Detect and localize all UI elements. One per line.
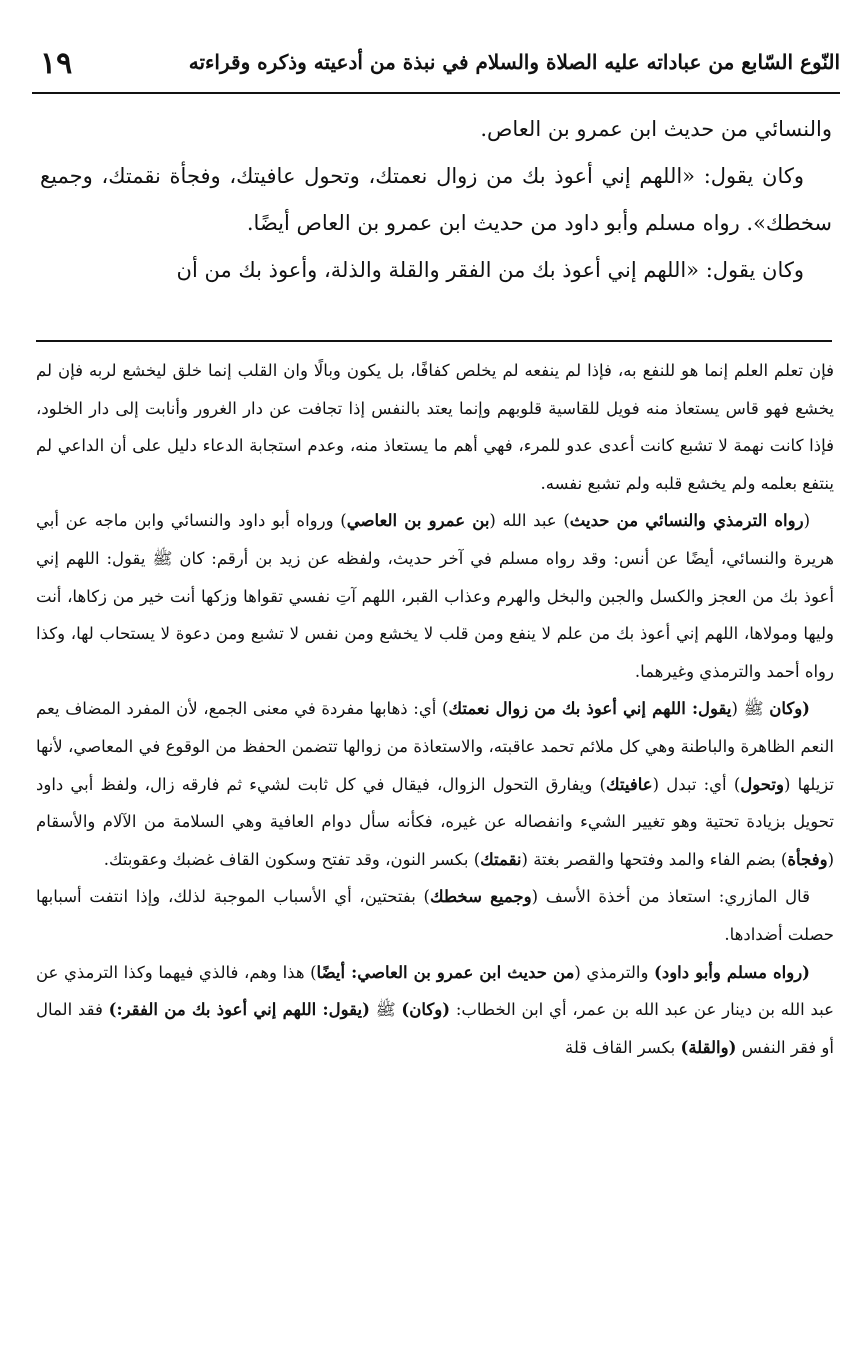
- bold-span: عافيتك: [605, 774, 653, 794]
- text-span: ﷺ (: [731, 699, 770, 719]
- bold-span: وفجأة: [787, 849, 828, 869]
- text-span: ) بكسر النون، وقد تفتح وسكون القاف غضبك وعقوبتك.: [103, 849, 481, 869]
- page-number: ١٩: [40, 46, 73, 81]
- commentary-paragraph: فإن تعلم العلم إنما هو للنفع به، فإذا لم ينفعه لم يخلص كفافًا، بل يكون وبالًا وان القلب إنما خلق ليخشع لربه فإن لم يخشع فهو قاس يستعاذ منه فويل للقاسية قلوبهم وإنما يعتد بالنفس إذا تجافت عن دار الغرور وأنابت إلى دار الخلود، فإذا كانت نهمة لا تشبع كانت أعدى عدو للمرء، فهي أهم ما يستعاذ منه، وعدم استجابة الدعاء دليل على أن الداعي لم ينتفع بعلمه ولم يخشع قلبه ولم تشبع نفسه.: [36, 361, 834, 493]
- text-span: ) ورواه أبو داود والنسائي وابن ماجه عن أبي هريرة والنسائي، أيضًا عن أنس: وقد رواه مسلم في آخر حديث، ولفظه عن زيد بن أرقم: كان ﷺ يقول: اللهم إني أعوذ بك من العجز والكسل والجبن والبخل والهرم وعذاب القبر، اللهم آتِ نفسي تقواها وزكها أنت خير من زكاها، أنت وليها ومولاها، اللهم إني أعوذ بك من علم لا ينفع ومن قلب لا يخشع ومن نفس لا تشبع ومن دعوة لا يستحاب لها، وكذا رواه أحمد والترمذي وغيرهما.: [36, 511, 834, 681]
- text-span: بكسر القاف قلة: [564, 1037, 681, 1057]
- commentary: [36, 352, 834, 1066]
- text-span: فقد المال أو فقر النفس: [36, 1000, 834, 1057]
- main-text: [40, 106, 832, 294]
- bold-span: من حديث ابن عمرو بن العاصي: أيضًا: [316, 962, 575, 982]
- bold-span: (وكان): [401, 1000, 451, 1020]
- commentary-paragraph: [36, 690, 834, 878]
- bold-span: بن عمرو بن العاصي: [346, 511, 490, 531]
- text-span: ) عبد الله (: [489, 511, 570, 531]
- bold-span: (رواه مسلم وأبو داود): [654, 962, 810, 982]
- bold-span: (يقول: اللهم إني أعوذ بك من الفقر:): [108, 1000, 370, 1020]
- text-span: (: [803, 511, 810, 531]
- commentary-paragraph: [36, 954, 834, 1067]
- bold-span: وتحول: [740, 774, 784, 794]
- main-paragraph: وكان يقول: «اللهم إني أعوذ بك من الفقر والقلة والذلة، وأعوذ بك من أن: [176, 258, 804, 282]
- text-span: ) بفتحتين، أي الأسباب الموجبة لذلك، وإذا انتفت أسبابها حصلت أضدادها.: [36, 887, 834, 944]
- commentary-paragraph: [36, 502, 834, 690]
- text-span: والترمذي (: [574, 962, 655, 982]
- text-span: ) هذا وهم، فالذي فيهما وكذا الترمذي عن عبد الله بن دينار عن عبد الله بن عمر، أي ابن الخطاب:: [36, 962, 834, 1020]
- bold-span: نقمتك: [480, 849, 522, 869]
- text-span: ) أي: تبدل (: [652, 774, 741, 794]
- text-span: ﷺ: [369, 1000, 402, 1020]
- main-paragraph: والنسائي من حديث ابن عمرو بن العاص.: [480, 117, 832, 141]
- text-span: ) أي: ذهابها مفردة في معنى الجمع، لأن المفرد المضاف يعم النعم الظاهرة والباطنة وهي كل ملائم تحمد عاقبته، والاستعاذة من زوالها تتضمن الحفظ من الوقوع في المعاصي، لأنها تزيلها (: [36, 699, 834, 794]
- main-paragraph: وكان يقول: «اللهم إني أعوذ بك من زوال نعمتك، وتحول عافيتك، وفجأة نقمتك، وجميع سخطك». رواه مسلم وأبو داود من حديث ابن عمرو بن العاص أيضًا.: [40, 164, 832, 235]
- running-title: النّوع السّابع من عباداته عليه الصلاة والسلام في نبذة من أدعيته وذكره وقراءته: [188, 50, 840, 74]
- text-span: ) بضم الفاء والمد وفتحها والقصر بغتة (: [521, 849, 788, 869]
- page-header: [32, 40, 840, 94]
- text-span: ) ويفارق التحول الزوال، فيقال في كل ثابت لشيء ثم فارقه زال، ولفظ أبي داود تحويل بزيادة تحتية وهو تغيير الشيء وانفصاله عن غيره، فكأنه سأل دوام العافية وهي السلامة من الآلام والأسقام (: [36, 774, 834, 869]
- bold-span: رواه الترمذي والنسائي من حديث: [569, 511, 804, 531]
- commentary-paragraph: [36, 878, 834, 953]
- bold-span: يقول: اللهم إني أعوذ بك من زوال نعمتك: [448, 699, 732, 719]
- bold-span: وجميع سخطك: [429, 887, 532, 907]
- text-span: قال المازري: استعاذ من أخذة الأسف (: [531, 887, 810, 907]
- footnote-separator: [36, 340, 832, 342]
- bold-span: (وكان: [769, 699, 810, 719]
- bold-span: (والقلة): [680, 1037, 737, 1057]
